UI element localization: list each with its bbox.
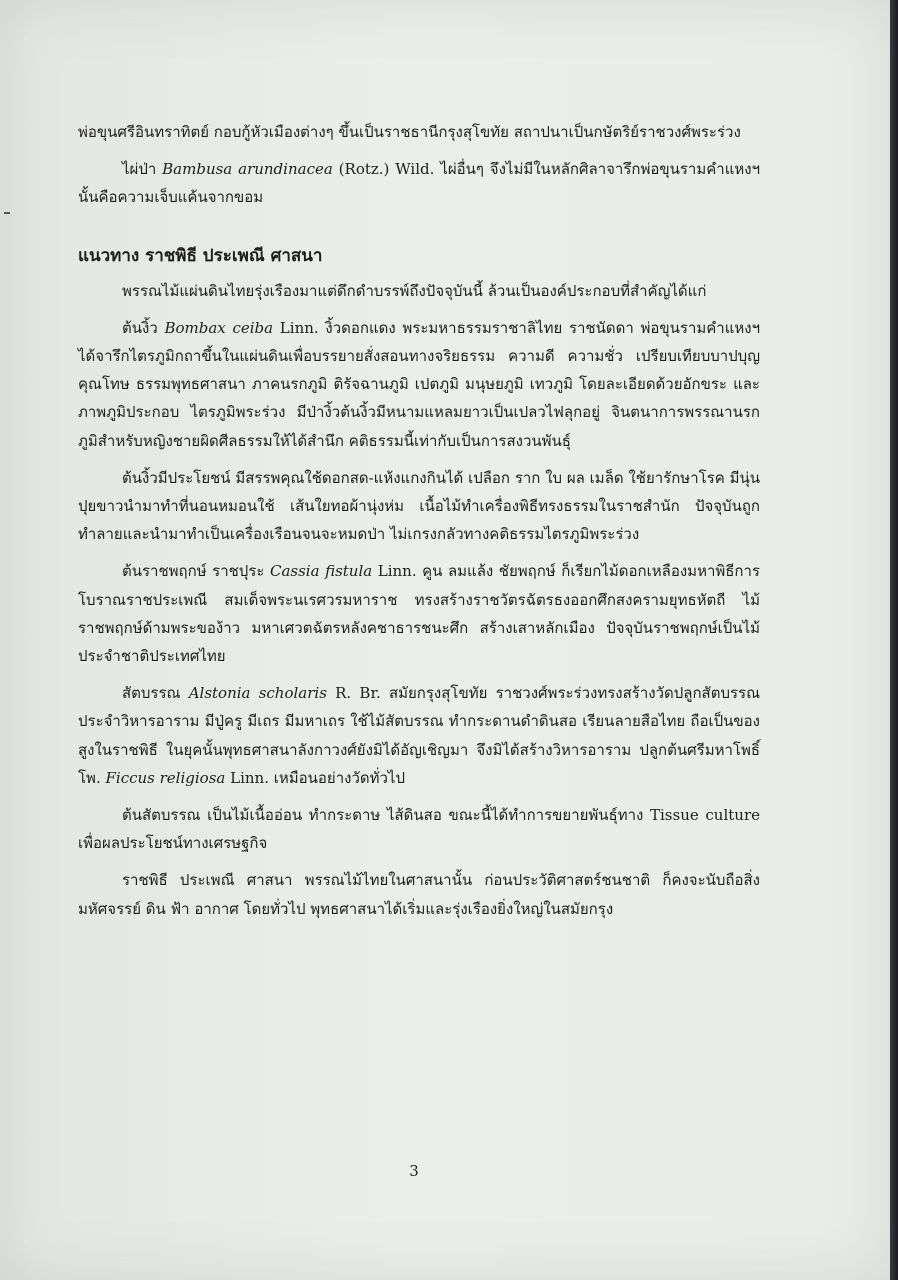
scan-edge: [890, 0, 898, 1280]
scientific-name: Ficcus religiosa: [105, 768, 226, 787]
text-run: ไผ่ป่า: [122, 160, 163, 179]
scientific-name: Bombax ceiba: [164, 318, 274, 337]
text-run: Linn. คูน ลมแล้ง ชัยพฤกษ์ ก็เรียกไม้ดอกเหลืองมหาพิธีการโบราณราชประเพณี สมเด็จพระนเรศวรมหาราช ทรงสร้างราชวัตรฉัตรธงออกศึกสงครามยุทธหัตถี ไม้ราชพฤกษ์ด้ามพระของ้าว มหาเศวตฉัตรหลังคชาธารชนะศึก สร้างเสาหลักเมือง ปัจจุบันราชพฤกษ์เป็นไม้ประจำชาติประเทศไทย: [78, 562, 760, 666]
paragraph: [78, 277, 760, 305]
document-body: [78, 118, 760, 932]
text-run: พรรณไม้แผ่นดินไทยรุ่งเรืองมาแต่ดึกดำบรรพ์ถึงปัจจุบันนี้ ล้วนเป็นองค์ประกอบที่สำคัญได้แก่: [122, 281, 707, 300]
scientific-name: Cassia fistula: [269, 562, 373, 581]
paragraph: [78, 464, 760, 549]
paragraph: [78, 679, 760, 792]
text-run: R. Br. สมัยกรุงสุโขทัย ราชวงศ์พระร่วงทรงสร้างวัดปลูกสัตบรรณ ประจำวิหารอาราม มีปู่ครู มีเถร มีมหาเถร ใช้ไม้สัตบรรณ ทำกระดานดำดินสอ เรียนลายสือไทย ถือเป็นของสูงในราชพิธี ในยุคนั้นพุทธศาสนาลังกาวงศ์ยังมิได้อัญเชิญมา จึงมิได้สร้างวิหารอาราม ปลูกต้นศรีมหาโพธิ์ โพ.: [78, 684, 760, 787]
paragraph: [78, 801, 760, 857]
text-run: พ่อขุนศรีอินทราทิตย์ กอบกู้หัวเมืองต่างๆ ขึ้นเป็นราชธานีกรุงสุโขทัย สถาปนาเป็นกษัตริย์ราชวงศ์พระร่วง: [78, 123, 741, 141]
scientific-name: Alstonia scholaris: [188, 684, 327, 703]
section-heading: แนวทาง ราชพิธี ประเพณี ศาสนา: [78, 245, 323, 266]
text-run: (Rotz.) Wild. ไผ่อื่นๆ จึงไม่มีในหลักศิลาจารึกพ่อขุนรามคำแหงฯ นั้นคือความเจ็บแค้นจากขอม: [78, 160, 760, 207]
text-run: ต้นงิ้วมีประโยชน์ มีสรรพคุณใช้ดอกสด-แห้งแกงกินได้ เปลือก ราก ใบ ผล เมล็ด ใช้ยารักษาโรค มีนุ่นปุยขาวนำมาทำที่นอนหมอนใช้ เส้นใยทอผ้านุ่งห่ม เนื้อไม้ทำเครื่องพิธีทรงธรรมในราชสำนัก ปัจจุบันถูกทำลายและนำมาทำเป็นเครื่องเรือนจนจะหมดป่า ไม่เกรงกลัวทางคติธรรมไตรภูมิพระร่วง: [78, 468, 760, 544]
paragraph: [78, 314, 760, 455]
scientific-name: Bambusa arundinacea: [162, 160, 333, 179]
text-run: Linn. เหมือนอย่างวัดทั่วไป: [225, 768, 405, 787]
text-run: ต้นราชพฤกษ์ ราชปุระ: [122, 562, 270, 581]
text-run: ต้นสัตบรรณ เป็นไม้เนื้ออ่อน ทำกระดาษ ไส้ดินสอ ขณะนี้ได้ทำการขยายพันธุ์ทาง Tissue culture เพื่อผลประโยชน์ทางเศรษฐกิจ: [78, 806, 760, 853]
paragraph: [78, 557, 760, 670]
intro-paragraphs: [78, 118, 760, 212]
page-number: 3: [409, 1162, 419, 1180]
text-run: สัตบรรณ: [122, 684, 189, 703]
text-run: ราชพิธี ประเพณี ศาสนา พรรณไม้ไทยในศาสนานั้น ก่อนประวัติศาสตร์ชนชาติ ก็คงจะนับถือสิ่งมหัศจรรย์ ดิน ฟ้า อากาศ โดยทั่วไป พุทธศาสนาได้เริ่มและรุ่งเรืองยิ่งใหญ่ในสมัยกรุง: [78, 871, 760, 918]
paragraph: [78, 118, 760, 146]
paragraph: [78, 155, 760, 211]
text-run: ต้นงิ้ว: [122, 318, 165, 337]
text-run: Linn. งิ้วดอกแดง พระมหาธรรมราชาลิไทย ราชนัดดา พ่อขุนรามคำแหงฯ ได้จารึกไตรภูมิกถาขึ้นในแผ่นดินเพื่อบรรยายสั่งสอนทางจริยธรรม ความดี ความชั่ว เปรียบเทียบบาปบุญคุณโทษ ธรรมพุทธศาสนา ภาคนรกภูมิ ติรัจฉานภูมิ เปตภูมิ มนุษยภูมิ เทวภูมิ โดยละเอียดด้วยอักขระ และภาพภูมิประกอบ ไตรภูมิพระร่วง มีป่างิ้วต้นงิ้วมีหนามแหลมยาวเป็นเปลวไฟลุกอยู่ จินตนาการพรรณานรกภูมิสำหรับหญิงชายผิดศีลธรรมให้ได้สำนึก คติธรรมนี้เท่ากับเป็นการสงวนพันธุ์: [78, 318, 761, 450]
paragraph: [78, 866, 760, 922]
margin-mark: [4, 212, 10, 214]
section-paragraphs: [78, 277, 760, 923]
